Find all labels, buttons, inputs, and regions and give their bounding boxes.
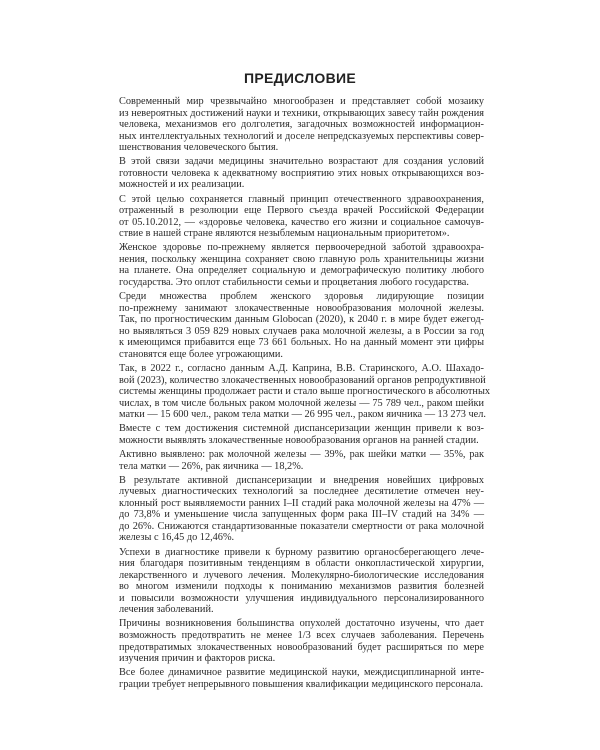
text-line: Современный мир чрезвычайно многообразен и представляет собой мозаику [119,96,484,107]
text-line: от 05.10.2012, — «здоровье человека, качество его жизни и социальное самочув- [119,216,484,228]
text-line: матки — 15 600 чел., раком тела матки — 26 995 чел., раком яичника — 13 273 чел. [119,409,486,421]
text-line: Активно выявлено: рак молочной железы — 39%, рак шейки матки — 35%, рак [119,449,484,461]
text-line: шенствования человеческого бытия. [119,142,279,154]
paragraph [107,449,484,472]
text-line: Успехи в диагностике привели к бурному развитию органосберегающего лече- [119,546,484,558]
text-line: лекарственного и лучевого лечения. Молекулярно-биологические исследования [119,569,484,581]
text-line: во многом изменили подходы к пониманию механизмов развития болезней [119,581,484,593]
text-line: Среди множества проблем женского здоровья лидирующие позиции [119,291,484,303]
paragraph [107,547,484,616]
text-line: готовности человека к адекватному восприятию этих новых открывающихся воз- [119,167,484,179]
text-line: нения, поскольку женщина сохраняет свою главную роль хранительницы жизни [119,253,484,265]
text-line: Так, по прогностическим данным Globocan (2020), к 2040 г. в мире будет ежегод- [119,314,484,326]
paragraph [107,618,484,664]
text-line: лучевых диагностических технологий за последнее десятилетие отмечен неу- [119,486,484,498]
paragraph [107,363,491,421]
text-line: В этой связи задачи медицины значительно возрастают для создания условий [119,156,484,168]
text-line: Женское здоровье по-прежнему является первоочередной заботой здравоохра- [119,242,484,254]
text-line: лечения заболеваний. [119,604,214,616]
text-line: ных интеллектуальных технологий и доселе непредсказуемых перспективы совер- [119,130,484,142]
text-line: Все более динамичное развитие медицинской науки, междисциплинарной инте- [119,667,484,679]
preface-body [107,96,491,693]
text-line: Причины возникновения большинства опухолей достаточно изучены, что дает [119,618,484,630]
text-line: по-прежнему занимают злокачественные новообразования молочной железы. [119,302,484,314]
text-line: тела матки — 26%, рак яичника — 18,2%. [119,460,304,472]
text-line: железы с 16,45 до 12,46%. [119,532,235,544]
text-line: но выявляться 3 059 829 новых случаев рака молочной железы, а в России за год [119,325,484,337]
paragraph [107,194,484,240]
text-line: вой (2023), количество злокачественных новообразований органов репродуктивной [119,374,486,386]
text-line: С этой целью сохраняется главный принцип отечественного здравоохранения, [119,193,484,205]
text-line: предотвратимых злокачественных новообразований будет расширяться по мере [119,641,484,653]
text-line: можностей и их реализации. [119,179,245,191]
text-line: грации требует непрерывного повышения квалификации медицинского персонала. [119,678,484,690]
text-line: ствие в нашей стране являются незыблемым национальным приоритетом». [119,228,450,240]
text-line: становятся еще более угрожающими. [119,348,283,360]
text-line: на планете. Она определяет социальную и демографическую политику любого [119,265,484,277]
page-title: ПРЕДИСЛОВИЕ [243,70,357,86]
text-line: системы женщины продолжает расти и стало выше прогностического в абсолютных [119,386,491,398]
text-line: можности выявлять злокачественные новообразования органов на ранней стадии. [119,434,479,446]
text-line: до 73,8% и уменьшение числа запущенных форм рака III–IV стадий на 34% — [119,509,484,521]
text-line: клонный рост выявляемости ранних I–II стадий рака молочной железы на 47% — [119,497,484,509]
text-line: к имеющимся прибавится еще 73 661 больных. Но на данный момент эти цифры [119,337,484,349]
text-line: изучения причин и факторов риска. [119,653,276,665]
text-line: из невероятных достижений науки и техники, открывающих завесу тайн рождения [119,107,484,119]
paragraph [107,242,484,288]
text-line: отраженный в резолюции еще Первого съезда врачей Российской Федерации [119,205,484,217]
text-line: государства. Это оплот стабильности семьи и процветания любого государства. [119,276,469,288]
text-line: возможность предотвратить не менее 1/3 всех случаев заболевания. Перечень [119,630,484,641]
paragraph [107,423,484,446]
paragraph [107,291,484,360]
text-line: Вместе с тем достижения системной диспансеризации женщин привели к воз- [119,423,484,435]
paragraph [107,96,484,154]
text-line: человека, механизмов его долголетия, загадочных возможностей информацион- [119,119,484,131]
text-line: ния благодаря позитивным тенденциям в области онкопластической хирургии, [119,558,484,570]
text-line: до 26%. Снижаются стандартизованные показатели смертности от рака молочной [119,520,484,532]
text-line: Так, в 2022 г., согласно данным А.Д. Каприна, В.В. Старинского, А.О. Шахадо- [119,363,484,374]
text-line: В результате активной диспансеризации и внедрения новейших цифровых [119,474,484,486]
paragraph [107,475,484,544]
text-line: и повысили возможности улучшения индивидуального персонализированного [119,592,484,604]
paragraph [107,667,484,690]
paragraph [107,156,484,191]
text-line: числах, в том числе больных раком молочной железы — 75 789 чел., раком шейки [119,397,484,409]
